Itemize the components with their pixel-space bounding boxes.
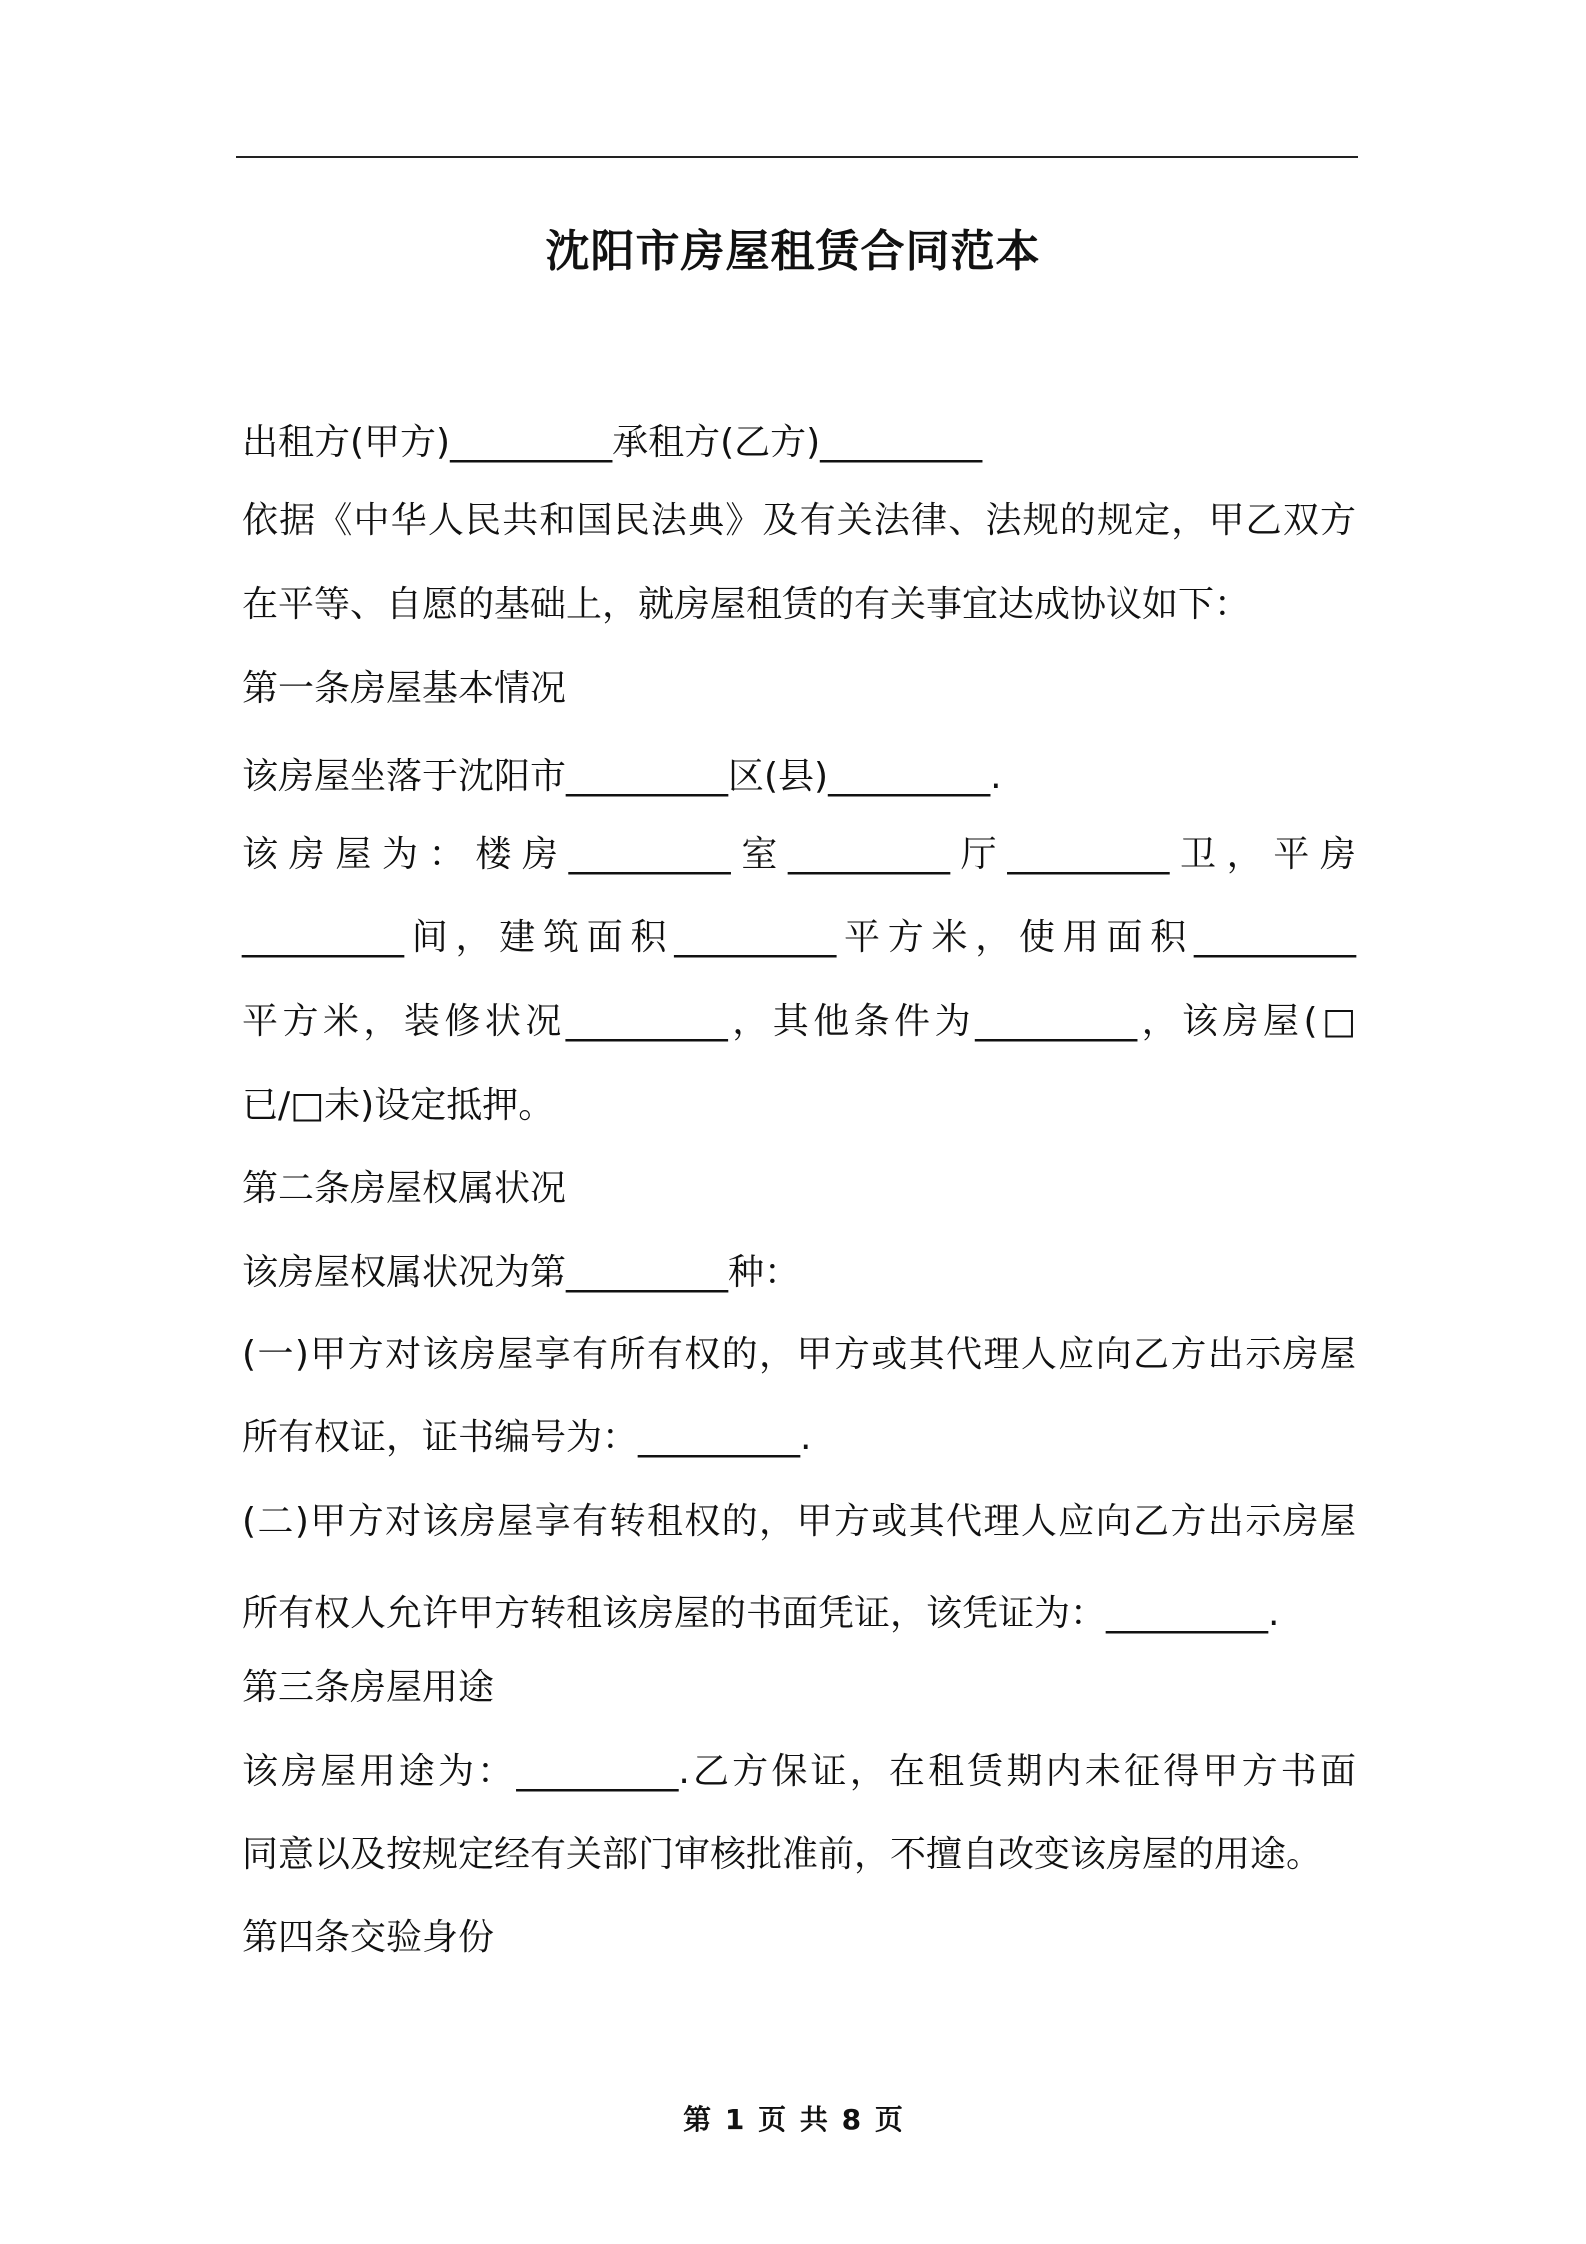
- article-2-item-2-line-1: (二)甲方对该房屋享有转租权的，甲方或其代理人应向乙方出示房屋: [242, 1501, 1356, 1542]
- article-1-layout-line-3: 平方米，装修状况_________，其他条件为_________，该房屋(□: [242, 1001, 1356, 1042]
- article-2-item-1-line-1: (一)甲方对该房屋享有所有权的，甲方或其代理人应向乙方出示房屋: [242, 1334, 1356, 1375]
- preamble-line-1: 依据《中华人民共和国民法典》及有关法律、法规的规定，甲乙双方: [242, 500, 1356, 541]
- article-2-item-1-line-2: 所有权证，证书编号为：_________.: [242, 1417, 812, 1458]
- article-3-line-2: 同意以及按规定经有关部门审核批准前，不擅自改变该房屋的用途。: [242, 1834, 1323, 1875]
- page-indicator: 第 1 页 共 8 页: [683, 2103, 903, 2136]
- article-3-heading: 第三条房屋用途: [242, 1667, 495, 1708]
- article-2-heading: 第二条房屋权属状况: [242, 1168, 567, 1209]
- article-4-heading: 第四条交验身份: [242, 1917, 495, 1958]
- article-3-line-1: 该房屋用途为：_________.乙方保证，在租赁期内未征得甲方书面: [242, 1751, 1356, 1792]
- article-2-item-2-line-2: 所有权人允许甲方转租该房屋的书面凭证，该凭证为：_________.: [242, 1593, 1280, 1634]
- article-2-status: 该房屋权属状况为第_________种：: [242, 1252, 801, 1293]
- parties-line: 出租方(甲方)_________承租方(乙方)_________: [242, 422, 983, 463]
- header-rule: [236, 156, 1358, 158]
- article-1-layout-line-2: _________间，建筑面积_________平方米，使用面积_________: [242, 917, 1356, 958]
- article-1-location: 该房屋坐落于沈阳市_________区(县)_________.: [242, 756, 1002, 797]
- preamble-line-2: 在平等、自愿的基础上，就房屋租赁的有关事宜达成协议如下：: [242, 584, 1251, 625]
- article-1-layout-line-1: 该房屋为：楼房_________室_________厅_________卫，平房: [242, 834, 1356, 875]
- article-1-layout-line-4: 已/□未)设定抵押。: [242, 1085, 555, 1126]
- document-title: 沈阳市房屋租赁合同范本: [545, 226, 1041, 277]
- article-1-heading: 第一条房屋基本情况: [242, 668, 567, 709]
